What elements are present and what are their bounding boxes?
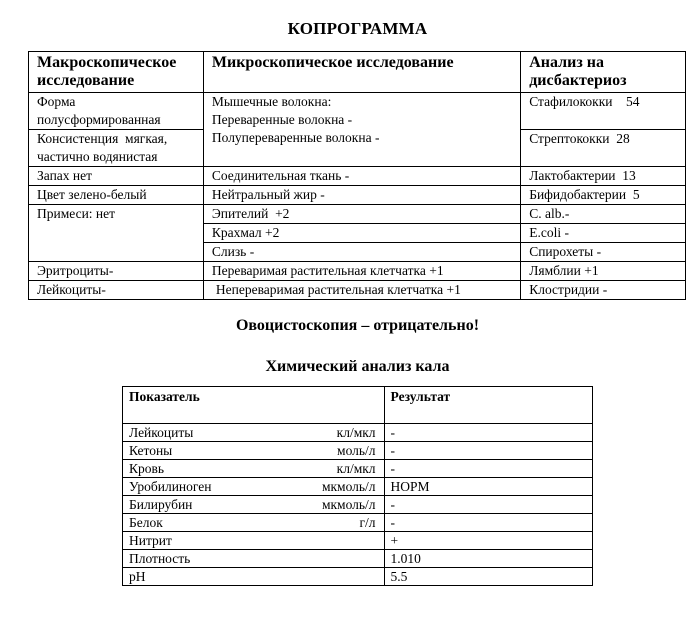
table-row bbox=[29, 167, 686, 186]
param-name: Белок bbox=[129, 515, 163, 530]
dys-lacto: Лактобактерии 13 bbox=[521, 167, 686, 186]
dys-lamblia: Лямблии +1 bbox=[521, 262, 686, 281]
dys-clostridia: Клостридии - bbox=[521, 281, 686, 300]
param-name: Уробилиноген bbox=[129, 479, 212, 494]
micro-connective: Соединительная ткань - bbox=[203, 167, 520, 186]
table-row bbox=[29, 262, 686, 281]
table-row bbox=[123, 568, 593, 586]
chem-analysis-title: Химический анализ кала bbox=[265, 358, 450, 375]
dys-strep: Стрептококки 28 bbox=[521, 130, 686, 167]
dys-ecoli: E.coli - bbox=[521, 224, 686, 243]
param-cell bbox=[123, 532, 385, 550]
result-value: - bbox=[384, 496, 592, 514]
param-cell bbox=[123, 442, 385, 460]
table-row bbox=[29, 205, 686, 224]
result-value: + bbox=[384, 532, 592, 550]
param-name: Кровь bbox=[129, 461, 165, 476]
micro-digestible-fiber: Переваримая растительная клетчатка +1 bbox=[203, 262, 520, 281]
table-header-row bbox=[29, 52, 686, 93]
param-unit: кл/мкл bbox=[336, 425, 376, 440]
header-macro: Макроскопическое исследование bbox=[29, 52, 204, 93]
param-name: Билирубин bbox=[129, 497, 193, 512]
header-result: Результат bbox=[384, 387, 592, 424]
micro-indigestible-fiber: Непереваримая растительная клетчатка +1 bbox=[203, 281, 520, 300]
param-cell bbox=[123, 460, 385, 478]
result-value: 1.010 bbox=[384, 550, 592, 568]
result-value: - bbox=[384, 442, 592, 460]
micro-fat: Нейтральный жир - bbox=[203, 186, 520, 205]
macro-form: Форма полусформированная bbox=[29, 93, 204, 130]
ovoscopy-result: Овоцистоскопия – отрицательно! bbox=[235, 317, 480, 334]
table-row bbox=[123, 496, 593, 514]
dys-calb: C. alb.- bbox=[521, 205, 686, 224]
table-row bbox=[29, 186, 686, 205]
dys-bifido: Бифидобактерии 5 bbox=[521, 186, 686, 205]
table-row bbox=[29, 281, 686, 300]
macro-smell: Запах нет bbox=[29, 167, 204, 186]
chem-analysis-table bbox=[122, 386, 593, 586]
table-row bbox=[123, 532, 593, 550]
param-name: Лейкоциты bbox=[129, 425, 194, 440]
param-cell bbox=[123, 478, 385, 496]
result-value: 5.5 bbox=[384, 568, 592, 586]
result-value: - bbox=[384, 460, 592, 478]
macro-color: Цвет зелено-белый bbox=[29, 186, 204, 205]
param-unit: моль/л bbox=[337, 443, 376, 458]
coprogram-table bbox=[28, 51, 686, 300]
macro-consistency: Консистенция мягкая, частично водянистая bbox=[29, 130, 204, 167]
header-param: Показатель bbox=[123, 387, 385, 424]
macro-admixtures: Примеси: нет bbox=[29, 205, 204, 262]
param-name: Плотность bbox=[129, 551, 191, 566]
dys-spiro: Спирохеты - bbox=[521, 243, 686, 262]
table-row bbox=[29, 93, 686, 130]
result-value: - bbox=[384, 424, 592, 442]
param-unit: г/л bbox=[359, 515, 376, 530]
param-cell bbox=[123, 496, 385, 514]
param-cell bbox=[123, 514, 385, 532]
table-row bbox=[123, 550, 593, 568]
table-row bbox=[123, 478, 593, 496]
param-cell bbox=[123, 550, 385, 568]
param-name: pH bbox=[129, 569, 146, 584]
result-value: - bbox=[384, 514, 592, 532]
param-unit: мкмоль/л bbox=[321, 479, 376, 494]
micro-mucus: Слизь - bbox=[203, 243, 520, 262]
param-cell bbox=[123, 568, 385, 586]
param-unit: кл/мкл bbox=[336, 461, 376, 476]
header-micro: Микроскопическое исследование bbox=[203, 52, 520, 93]
micro-muscle-fibers: Мышечные волокна: Переваренные волокна - Полупереваренные волокна - bbox=[203, 93, 520, 167]
dys-staph: Стафилококки 54 bbox=[521, 93, 686, 130]
table-row bbox=[123, 514, 593, 532]
macro-leukocytes: Лейкоциты- bbox=[29, 281, 204, 300]
param-name: Нитрит bbox=[129, 533, 172, 548]
param-cell bbox=[123, 424, 385, 442]
micro-epithelium: Эпителий +2 bbox=[203, 205, 520, 224]
param-name: Кетоны bbox=[129, 443, 173, 458]
table-row bbox=[123, 460, 593, 478]
document-title: КОПРОГРАММА bbox=[287, 19, 428, 38]
table-header-row bbox=[123, 387, 593, 424]
micro-starch: Крахмал +2 bbox=[203, 224, 520, 243]
result-value: НОРМ bbox=[384, 478, 592, 496]
table-row bbox=[123, 442, 593, 460]
table-row bbox=[123, 424, 593, 442]
macro-erythrocytes: Эритроциты- bbox=[29, 262, 204, 281]
header-dysbiosis: Анализ на дисбактериоз bbox=[521, 52, 686, 93]
param-unit: мкмоль/л bbox=[321, 497, 376, 512]
